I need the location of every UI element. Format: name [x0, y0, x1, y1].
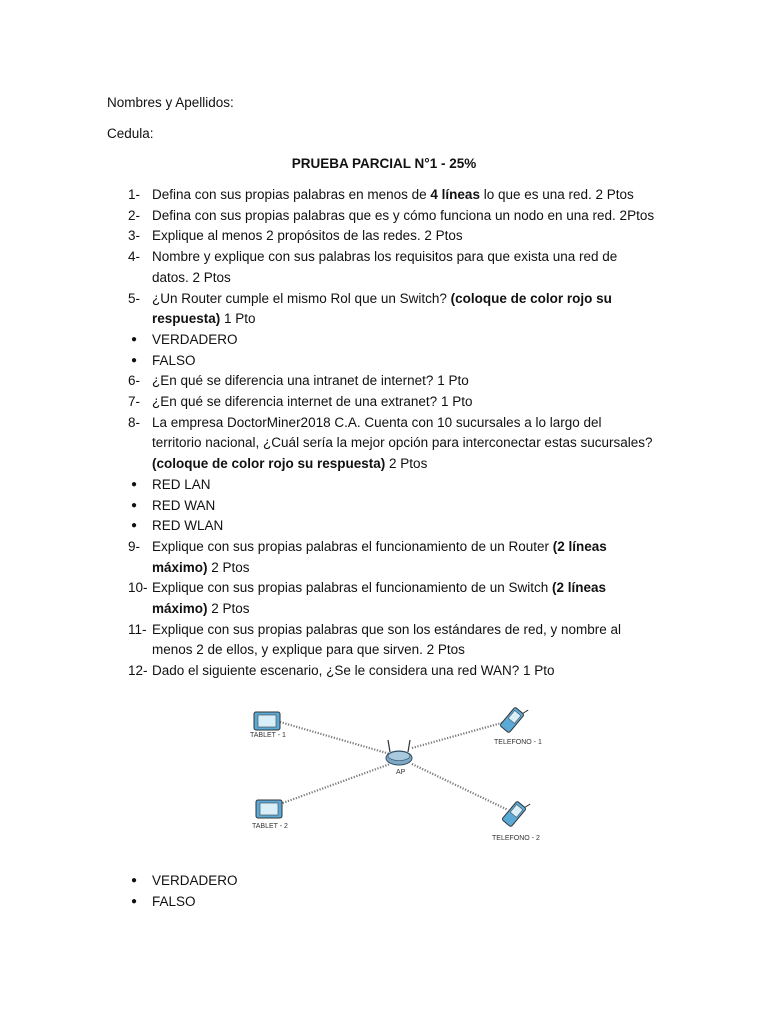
bold-emphasis: máximo) — [152, 601, 208, 616]
phone-2-label: TELEFONO - 2 — [492, 835, 540, 842]
final-bullet-icon: ● — [131, 875, 138, 886]
final-bullet-icon: ● — [131, 896, 138, 907]
access-point-icon — [386, 740, 412, 765]
bullet-icon: ● — [131, 478, 138, 490]
phone-2-icon — [502, 796, 530, 827]
phone-1-icon — [500, 702, 528, 733]
question-text-line: Defina con sus propias palabras que es y cómo funciona un nodo en una red. 2Ptos — [152, 207, 655, 223]
option-item: RED LAN — [152, 476, 211, 492]
question-text-line: máximo) 2 Ptos — [152, 559, 250, 575]
bullet-icon: ● — [131, 333, 138, 345]
question-number: 9- — [128, 538, 141, 554]
link-tablet2 — [280, 764, 390, 804]
question-text-line: Explique al menos 2 propósitos de las redes. 2 Ptos — [152, 228, 463, 244]
question-text-line: respuesta) 1 Pto — [152, 311, 256, 327]
question-text-line: Explique con sus propias palabras que son los estándares de red, y nombre al — [152, 621, 622, 637]
question-number: 2- — [128, 207, 141, 223]
bold-emphasis: máximo) — [152, 559, 208, 575]
final-option-true: VERDADERO — [152, 873, 238, 888]
option-item: RED WLAN — [152, 518, 224, 534]
page-title: PRUEBA PARCIAL N°1 - 25% — [291, 156, 477, 171]
question-number: 6- — [128, 373, 141, 389]
question-number: 7- — [128, 394, 141, 409]
question-text-line: ¿En qué se diferencia internet de una extranet? 1 Pto — [152, 394, 473, 409]
id-label: Cedula: — [107, 126, 154, 141]
question-text-line: máximo) 2 Ptos — [152, 601, 250, 616]
tablet-2-icon — [256, 800, 282, 818]
question-text-line: datos. 2 Ptos — [152, 269, 231, 285]
option-item: RED WAN — [152, 497, 216, 513]
question-number: 8- — [128, 414, 141, 430]
option-item: VERDADERO — [152, 331, 238, 347]
tablet-1-icon — [254, 712, 280, 730]
question-number: 12- — [128, 663, 148, 679]
bold-emphasis: (2 líneas — [552, 538, 607, 554]
question-text-line: Explique con sus propias palabras el funcionamiento de un Switch (2 líneas — [152, 580, 607, 596]
link-tablet1 — [280, 722, 390, 754]
question-text-line: menos 2 de ellos, y explique para que sirven. 2 Ptos — [152, 642, 465, 658]
bold-emphasis: 4 líneas — [430, 187, 480, 202]
phone-1-label: TELEFONO - 1 — [494, 739, 542, 746]
question-number: 10- — [128, 580, 148, 596]
question-number: 5- — [128, 290, 141, 306]
link-phone2 — [412, 764, 508, 810]
bold-emphasis: respuesta) — [152, 311, 221, 327]
tablet-2-label: TABLET - 2 — [252, 823, 288, 830]
question-text-line: Dado el siguiente escenario, ¿Se le considera una red WAN? 1 Pto — [152, 663, 555, 679]
bold-emphasis: (2 líneas — [552, 580, 607, 596]
final-option-false: FALSO — [152, 894, 196, 909]
tablet-1-label: TABLET - 1 — [250, 732, 286, 739]
question-text-line: territorio nacional, ¿Cuál sería la mejor opción para interconectar estas sucursales? — [152, 435, 653, 451]
question-text-line: La empresa DoctorMiner2018 C.A. Cuenta con 10 sucursales a lo largo del — [152, 414, 602, 430]
question-text-line: Defina con sus propias palabras en menos de 4 líneas lo que es una red. 2 Ptos — [152, 187, 634, 202]
question-text-line: Explique con sus propias palabras el funcionamiento de un Router (2 líneas — [152, 538, 607, 554]
wireless-links — [280, 722, 508, 810]
access-point-label: AP — [396, 769, 406, 776]
question-text-line: (coloque de color rojo su respuesta) 2 Ptos — [152, 456, 428, 472]
question-number: 11- — [128, 621, 147, 637]
question-number: 3- — [128, 228, 141, 244]
question-number: 4- — [128, 249, 141, 265]
bullet-icon: ● — [131, 520, 138, 532]
question-number: 1- — [128, 187, 141, 202]
bullet-icon: ● — [131, 499, 138, 511]
question-text-line: ¿En qué se diferencia una intranet de internet? 1 Pto — [152, 373, 469, 389]
link-phone1 — [412, 722, 505, 748]
option-item: FALSO — [152, 352, 196, 368]
bold-emphasis: (coloque de color rojo su respuesta) — [152, 456, 386, 472]
bullet-icon: ● — [131, 354, 138, 366]
bold-emphasis: (coloque de color rojo su — [450, 290, 612, 306]
network-diagram — [240, 702, 550, 842]
question-text-line: Nombre y explique con sus palabras los requisitos para que exista una red de — [152, 249, 618, 265]
question-text-line: ¿Un Router cumple el mismo Rol que un Switch? (coloque de color rojo su — [152, 290, 612, 306]
names-label: Nombres y Apellidos: — [107, 95, 234, 110]
